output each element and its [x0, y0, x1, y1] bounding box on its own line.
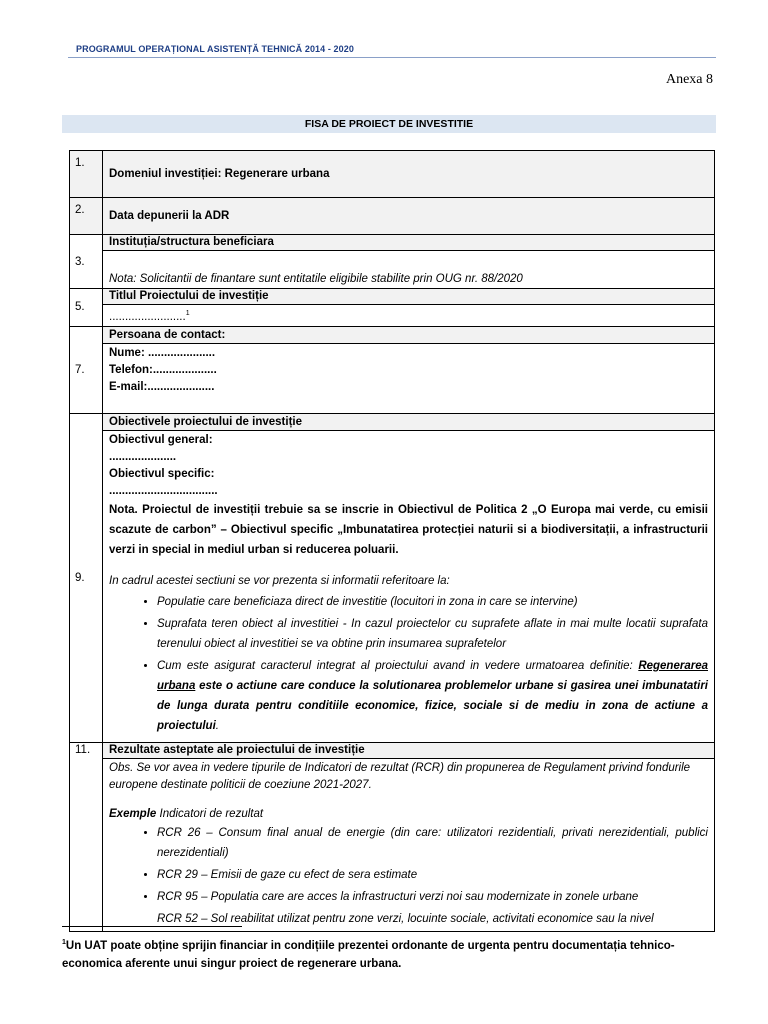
list-item: • RCR 52 – Sol reabilitat utilizat pentru zone verzi, locuinte sociale, activitati economice sau la nivel — [157, 909, 708, 929]
policy-note: Nota. Proiectul de investiții trebuie sa se inscrie in Obiectivul de Politica 2 „O Europa mai verde, cu emisii scazute de carbon” – Obiectivul specific „Imbunatatirea protecției naturii si a biodiversitații, a infrastructurii verzi in special in mediul urban si reducerea poluarii. — [109, 503, 708, 556]
table-row — [70, 430, 715, 742]
project-title-value: ........................ — [109, 310, 186, 323]
row-number: 9. — [70, 413, 103, 742]
table-row — [70, 289, 715, 305]
row-number: 2. — [70, 198, 103, 235]
list-item: • RCR 26 – Consum final anual de energie (din care: utilizatori rezidentiali, privati nerezidentiali, publici nerezidentiali) — [157, 823, 708, 863]
submission-date-field[interactable]: Data depunerii la ADR — [103, 198, 715, 235]
table-row — [70, 326, 715, 343]
document-title: FISA DE PROIECT DE INVESTITIE — [62, 115, 716, 133]
objectives-content[interactable] — [103, 430, 715, 742]
row-number: 5. — [70, 289, 103, 327]
footnote-mark: 1 — [62, 939, 66, 946]
defined-term: Regenerarea urbana — [157, 659, 708, 692]
list-item: • Populatie care beneficiaza direct de investitie (locuitori in zona in care se intervine) — [157, 592, 708, 612]
term-definition: este o actiune care conduce la solutionarea problemelor urbane si gasirea unei imbunatatiri de lunga durata pentru conditiile economice, fizice, sociale si de mediu in zona de actiune a proiectului — [157, 679, 708, 732]
beneficiary-label: Instituția/structura beneficiara — [103, 235, 715, 251]
table-row — [70, 151, 715, 198]
row-number: 11. — [70, 742, 103, 931]
table-row — [70, 235, 715, 251]
list-item: • RCR 29 – Emisii de gaze cu efect de sera estimate — [157, 865, 708, 885]
list-item: • RCR 95 – Populatia care are acces la infrastructuri verzi noi sau modernizate in zonele urbane — [157, 887, 708, 907]
examples-heading — [109, 806, 708, 823]
indicator-list — [109, 823, 708, 929]
general-objective-label: Obiectivul general: — [109, 433, 213, 446]
examples-bold: Exemple — [109, 807, 157, 820]
row-number: 3. — [70, 235, 103, 289]
footnote — [62, 934, 716, 973]
section-intro: In cadrul acestei sectiuni se vor prezenta si informatii referitoare la: — [109, 574, 450, 587]
domain-field[interactable]: Domeniul investiției: Regenerare urbana — [103, 151, 715, 198]
beneficiary-note[interactable]: Nota: Solicitantii de finantare sunt entitatile eligibile stabilite prin OUG nr. 88/2020 — [103, 251, 715, 289]
bullet-end: . — [215, 719, 219, 732]
bullet-text: Cum este asigurat caracterul integrat al proiectului avand in vedere urmatoarea definitie: — [157, 659, 633, 672]
project-title-field[interactable] — [103, 305, 715, 327]
info-bullets — [109, 592, 708, 736]
contact-name[interactable]: Nume: ..................... — [109, 346, 216, 359]
footnote-ref: 1 — [185, 310, 190, 317]
list-item: • Suprafata teren obiect al investitiei - In cazul proiectelor cu suprafete aflate in mai multe locatii suprafata terenului obiect al investitiei se va obtine prin insumarea suprafetelor — [157, 614, 708, 654]
table-row — [70, 305, 715, 327]
row-number: 7. — [70, 326, 103, 413]
contact-label: Persoana de contact: — [103, 326, 715, 343]
results-label: Rezultate asteptate ale proiectului de investiție — [103, 742, 715, 758]
table-row — [70, 758, 715, 931]
investment-form-table — [69, 150, 715, 932]
row-number: 1. — [70, 151, 103, 198]
specific-objective-value[interactable]: .................................. — [109, 484, 218, 497]
table-row — [70, 742, 715, 758]
contact-phone[interactable]: Telefon:.................... — [109, 363, 217, 376]
contact-email[interactable]: E-mail:..................... — [109, 380, 215, 393]
footnote-text: Un UAT poate obține sprijin financiar in condițiile prezentei ordonante de urgenta pentru documentația tehnico-economica aferente unui singur proiect de regenerare urbana. — [62, 939, 675, 970]
list-item — [157, 656, 708, 736]
footnote-divider — [62, 926, 242, 927]
table-row — [70, 343, 715, 413]
project-title-label: Titlul Proiectului de investiție — [103, 289, 715, 305]
general-objective-value[interactable]: ..................... — [109, 450, 177, 463]
table-row — [70, 198, 715, 235]
objectives-label: Obiectivele proiectului de investiție — [103, 413, 715, 430]
program-header: PROGRAMUL OPERAȚIONAL ASISTENȚĂ TEHNICĂ 2014 - 2020 — [76, 44, 354, 54]
table-row — [70, 413, 715, 430]
annex-label: Anexa 8 — [665, 72, 713, 87]
results-content[interactable] — [103, 758, 715, 931]
table-row — [70, 251, 715, 289]
contact-block[interactable] — [103, 343, 715, 413]
header-divider — [68, 57, 716, 58]
results-obs: Obs. Se vor avea in vedere tipurile de Indicatori de rezultat (RCR) din propunerea de Regulament privind fondurile europene destinate politicii de coeziune 2021-2027. — [109, 761, 691, 791]
specific-objective-label: Obiectivul specific: — [109, 467, 215, 480]
examples-rest: Indicatori de rezultat — [156, 807, 264, 820]
